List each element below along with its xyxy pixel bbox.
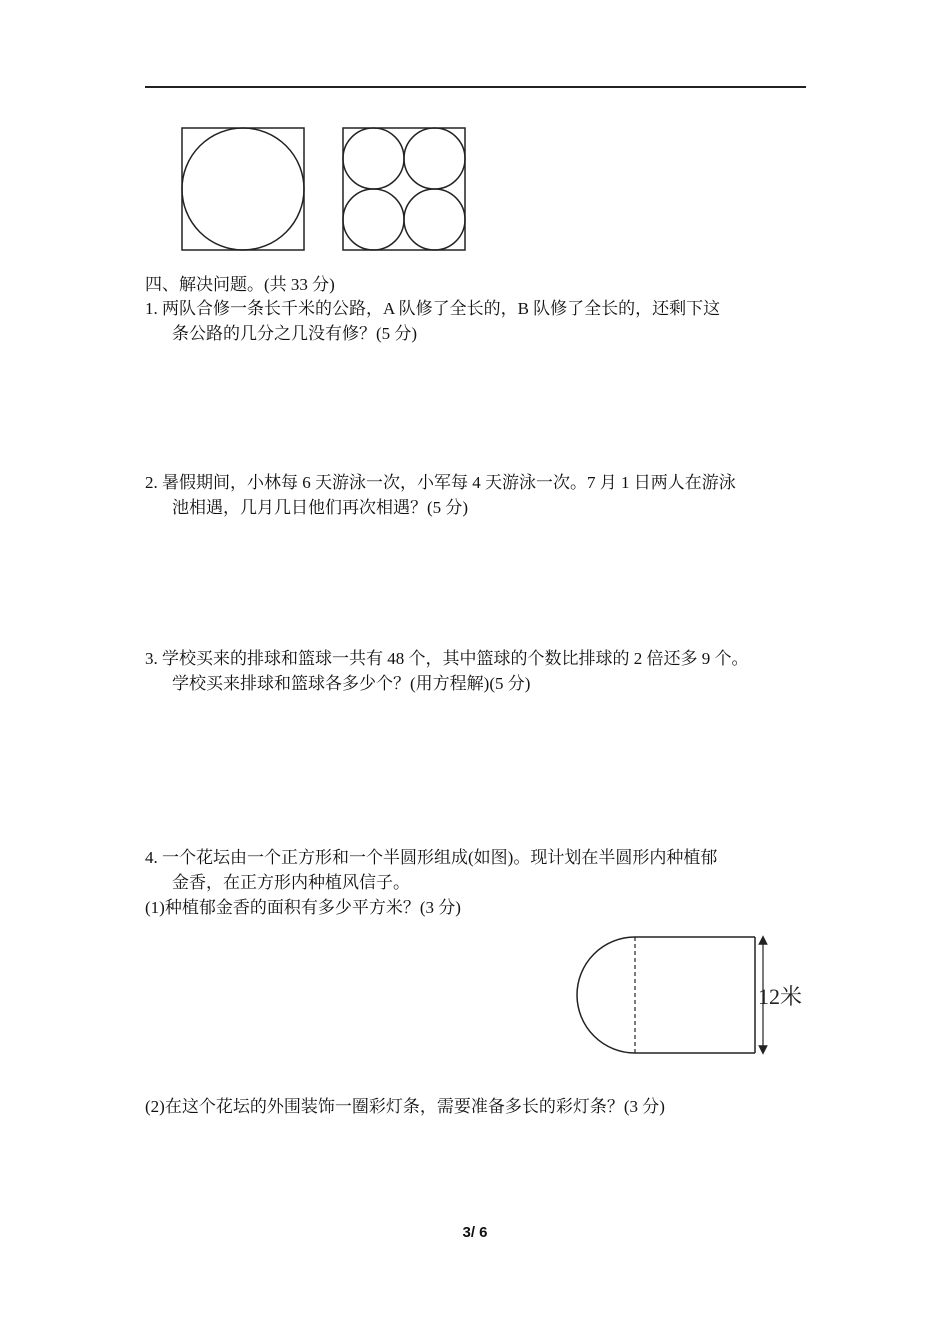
header-rule xyxy=(145,86,806,88)
question-4-sub-2: (2)在这个花坛的外围装饰一圈彩灯条，需要准备多长的彩灯条？(3 分) xyxy=(145,1097,665,1116)
question-4-sub-1: (1)种植郁金香的面积有多少平方米？(3 分) xyxy=(145,898,461,917)
section-title: 四、解决问题。(共 33 分) xyxy=(145,275,335,294)
question-4-line-1: 4. 一个花坛由一个正方形和一个半圆形组成(如图)。现计划在半圆形内种植郁 xyxy=(145,848,718,867)
question-3-line-2: 学校买来排球和篮球各多少个？(用方程解)(5 分) xyxy=(172,674,531,693)
flower-bed-figure xyxy=(570,930,820,1060)
question-1-line-2: 条公路的几分之几没有修？(5 分) xyxy=(172,324,418,343)
small-circle-tl xyxy=(343,128,404,189)
question-4-line-2: 金香，在正方形内种植风信子。 xyxy=(172,873,410,892)
question-3-line-1: 3. 学校买来的排球和篮球一共有 48 个，其中篮球的个数比排球的 2 倍还多 9 个。 xyxy=(145,649,749,668)
question-2-line-1: 2. 暑假期间，小林每 6 天游泳一次，小军每 4 天游泳一次。7 月 1 日两人在游泳 xyxy=(145,473,736,492)
dimension-label: 12米 xyxy=(758,984,803,1009)
page-number: 3/ 6 xyxy=(462,1224,488,1241)
small-circle-bl xyxy=(343,189,404,250)
square-right xyxy=(343,128,465,250)
circles-in-squares-figure xyxy=(178,124,470,254)
big-circle xyxy=(182,128,304,250)
semicircle-arc xyxy=(577,937,635,1053)
small-circle-tr xyxy=(404,128,465,189)
small-circle-br xyxy=(404,189,465,250)
question-1-line-1: 1. 两队合修一条长千米的公路，A 队修了全长的，B 队修了全长的，还剩下这 xyxy=(145,299,721,318)
question-2-line-2: 池相遇，几月几日他们再次相遇？(5 分) xyxy=(172,498,469,517)
